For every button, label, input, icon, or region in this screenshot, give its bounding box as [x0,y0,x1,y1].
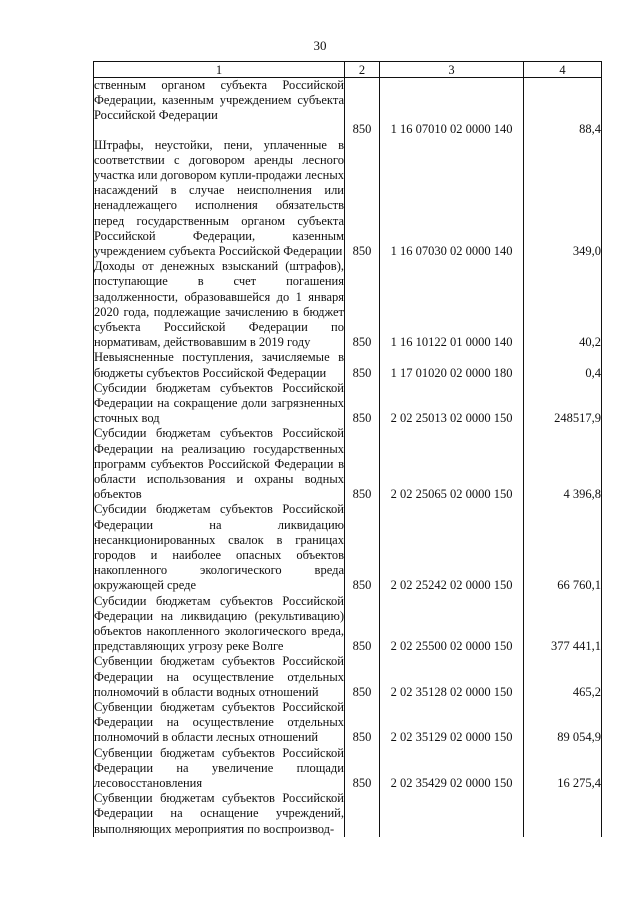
table-row [94,654,602,700]
budget-classification-code: 1 16 07030 02 0000 140 [380,138,524,260]
row-description: Субсидии бюджетам субъектов Российской Федерации на ликвидацию несанкционированных свалок в границах городов и наиболее опасных объектов накопленного экологического вреда окружающей среде [94,502,344,593]
row-description: Субвенции бюджетам субъектов Российской Федерации на увеличение площади лесовосстановления [94,745,344,791]
row-description: Субвенции бюджетам субъектов Российской Федерации на оснащение учреждений, выполняющих мероприятия по воспроизвод- [94,791,344,836]
table-header-row [94,62,602,78]
table-row [94,350,602,380]
row-description: ственным органом субъекта Российской Федерации, казенным учреждением субъекта Российской Федерации [94,78,345,138]
budget-classification-code: 1 17 01020 02 0000 180 [380,350,524,380]
table-row [94,791,602,837]
budget-classification-code: 1 16 10122 01 0000 140 [380,259,524,350]
admin-code: 850 [345,381,380,427]
table-row [94,700,602,746]
budget-classification-code: 2 02 25013 02 0000 150 [380,381,524,427]
table-row [94,381,602,427]
amount: 377 441,1 [524,594,602,655]
table-row [94,138,602,260]
budget-classification-code: 1 16 07010 02 0000 140 [380,78,524,138]
amount: 16 275,4 [524,746,602,792]
budget-classification-code: 2 02 35128 02 0000 150 [380,654,524,700]
column-header-1: 1 [94,62,345,78]
row-description: Субвенции бюджетам субъектов Российской Федерации на осуществление отдельных полномочий в области лесных отношений [94,700,344,745]
admin-code: 850 [345,259,380,350]
amount: 88,4 [524,78,602,138]
admin-code: 850 [345,746,380,792]
admin-code: 850 [345,138,380,260]
budget-classification-code: 2 02 25500 02 0000 150 [380,594,524,655]
amount: 0,4 [524,350,602,380]
budget-revenue-table [93,61,602,837]
page-number: 30 [313,38,327,53]
admin-code: 850 [345,594,380,655]
admin-code: 850 [345,502,380,593]
column-header-3: 3 [380,62,524,78]
admin-code: 850 [345,350,380,380]
amount [524,791,602,837]
table-row [94,259,602,350]
budget-classification-code: 2 02 35129 02 0000 150 [380,700,524,746]
table-row [94,502,602,593]
row-description: Доходы от денежных взысканий (штрафов), поступающие в счет погашения задолженности, образовавшейся до 1 января 2020 года, подлежащие зачислению в бюджет субъекта Российской Федерации по нормативам, действовавшим в 2019 году [94,259,344,350]
table-row [94,426,602,502]
table-row [94,78,602,138]
admin-code: 850 [345,426,380,502]
amount: 89 054,9 [524,700,602,746]
admin-code: 850 [345,78,380,138]
admin-code: 850 [345,654,380,700]
row-description: Субсидии бюджетам субъектов Российской Федерации на сокращение доли загрязненных сточных вод [94,380,344,426]
row-description: Штрафы, неустойки, пени, уплаченные в соответствии с договором аренды лесного участка или договором купли-продажи лесных насаждений в случае неисполнения или ненадлежащего исполнения обязательств перед государственным органом субъекта Российской Федерации, казенным учреждением субъекта Российской Федерации [94,137,344,258]
table-row [94,746,602,792]
amount: 40,2 [524,259,602,350]
amount: 66 760,1 [524,502,602,593]
row-description: Субсидии бюджетам субъектов Российской Федерации на реализацию государственных программ субъектов Российской Федерации в области использования и охраны водных объектов [94,426,344,502]
budget-classification-code: 2 02 35429 02 0000 150 [380,746,524,792]
amount: 248517,9 [524,381,602,427]
row-description: Субсидии бюджетам субъектов Российской Федерации на ликвидацию (рекультивацию) объектов накопленного экологического вреда, представляющих угрозу реке Волге [94,593,344,654]
row-description: Субвенции бюджетам субъектов Российской Федерации на осуществление отдельных полномочий в области водных отношений [94,654,344,699]
budget-classification-code [380,791,524,837]
column-header-4: 4 [524,62,602,78]
admin-code [345,791,380,837]
budget-classification-code: 2 02 25242 02 0000 150 [380,502,524,593]
column-header-2: 2 [345,62,380,78]
budget-classification-code: 2 02 25065 02 0000 150 [380,426,524,502]
admin-code: 850 [345,700,380,746]
amount: 465,2 [524,654,602,700]
table-row [94,594,602,655]
amount: 4 396,8 [524,426,602,502]
amount: 349,0 [524,138,602,260]
row-description: Невыясненные поступления, зачисляемые в бюджеты субъектов Российской Федерации [94,350,344,380]
